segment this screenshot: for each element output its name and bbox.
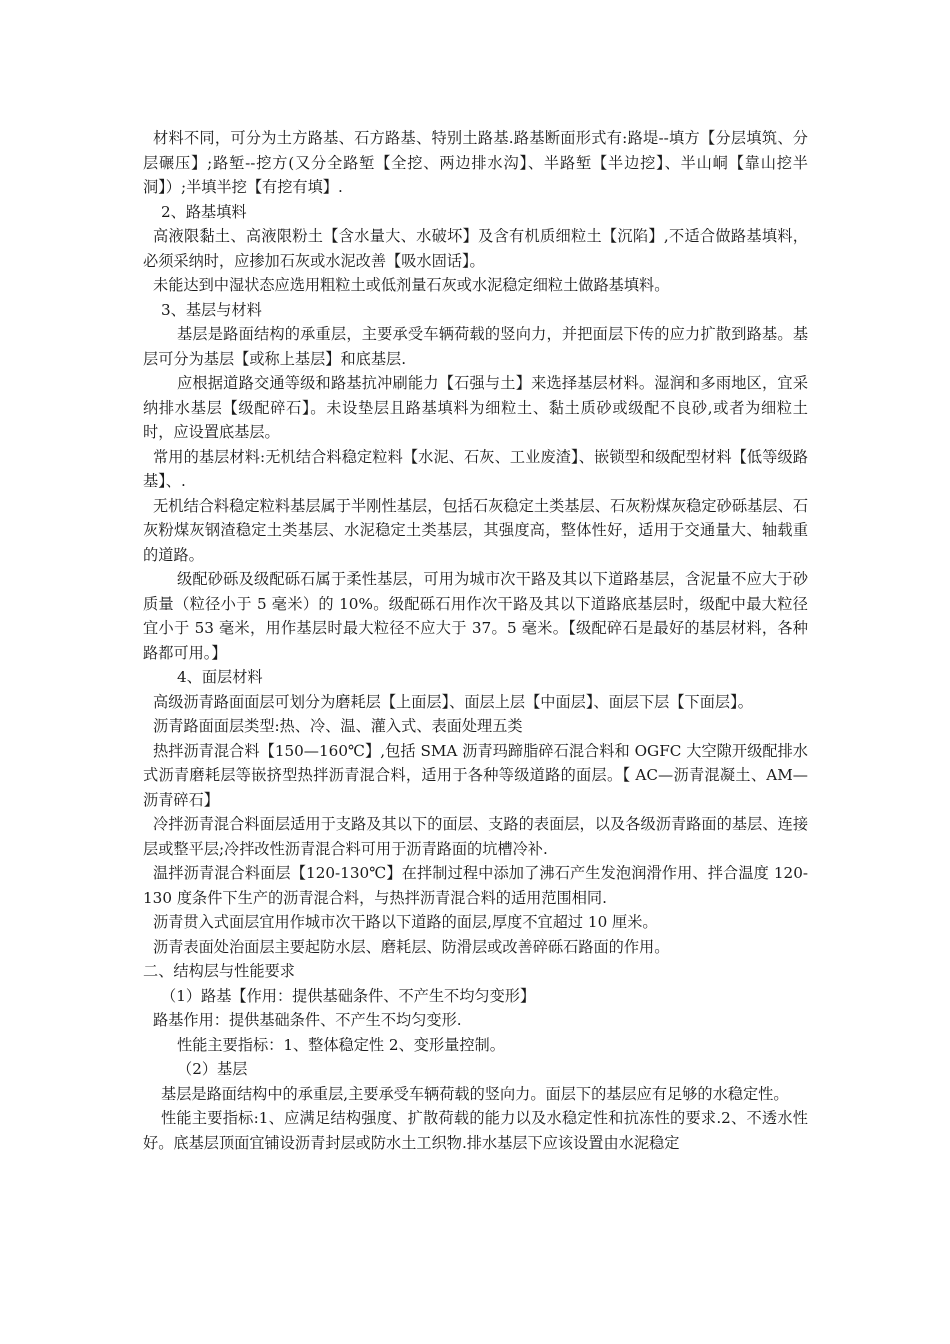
paragraph: 未能达到中湿状态应选用粗粒土或低剂量石灰或水泥稳定细粒土做路基填料。: [153, 276, 670, 294]
paragraph: 沥青路面面层类型:热、冷、温、灌入式、表面处理五类: [153, 717, 523, 735]
paragraph: 无机结合料稳定粒料基层属于半刚性基层，包括石灰稳定土类基层、石灰粉煤灰稳定砂砾基层、石灰粉煤灰钢渣稳定土类基层、水泥稳定土类基层，其强度高，整体性好，适用于交通量大、轴载重的道路。: [143, 496, 808, 564]
paragraph: 高级沥青路面面层可划分为磨耗层【上面层】、面层上层【中面层】、面层下层【下面层】。: [153, 692, 753, 711]
paragraph: 温拌沥青混合料面层【120-130℃】在拌制过程中添加了沸石产生发泡润滑作用、拌合温度 120-130 度条件下生产的沥青混合料，与热拌沥青混合料的适用范围相同.: [143, 864, 808, 907]
paragraph: 热拌沥青混合料【150—160℃】,包括 SMA 沥青玛蹄脂碎石混合料和 OGFC 大空隙开级配排水式沥青磨耗层等嵌挤型热拌沥青混合料，适用于各种等级道路的面层。【 AC—沥青混凝土、AM—沥青碎石】: [143, 741, 808, 809]
paragraph: 2、路基填料: [161, 202, 247, 221]
paragraph: 应根据道路交通等级和路基抗冲刷能力【石强与土】来选择基层材料。湿润和多雨地区，宜采纳排水基层【级配碎石】。未设垫层且路基填料为细粒土、黏土质砂或级配不良砂,或者为细粒土时，应设置底基层。: [143, 374, 808, 441]
paragraph: 级配砂砾及级配砾石属于柔性基层，可用为城市次干路及其以下道路基层，含泥量不应大于砂质量（粒径小于 5 毫米）的 10%。级配砾石用作次干路及其以下道路底基层时，级配中最大粒径宜小于 53 毫米，用作基层时最大粒径不应大于 37。5 毫米。【级配碎石是最好的基层材料，各种路都可用。】: [143, 570, 808, 662]
paragraph: 4、面层材料: [177, 668, 263, 686]
paragraph: （2）基层: [177, 1060, 248, 1078]
document-body: [143, 126, 808, 1155]
paragraph: 基层是路面结构中的承重层,主要承受车辆荷载的竖向力。面层下的基层应有足够的水稳定性。: [161, 1084, 789, 1103]
paragraph: 3、基层与材料: [161, 300, 262, 319]
paragraph: 常用的基层材料:无机结合料稳定粒料【水泥、石灰、工业废渣】、嵌锁型和级配型材料【低等级路基】、.: [143, 447, 808, 490]
paragraph: 基层是路面结构的承重层，主要承受车辆荷载的竖向力，并把面层下传的应力扩散到路基。基层可分为基层【或称上基层】和底基层.: [143, 325, 808, 368]
paragraph: 路基作用：提供基础条件、不产生不均匀变形.: [153, 1011, 462, 1029]
paragraph: 材料不同，可分为土方路基、石方路基、特别土路基.路基断面形式有:路堤--填方【分层填筑、分层碾压】;路堑--挖方(又分全路堑【全挖、两边排水沟】、半路堑【半边挖】、半山峒【靠山挖半洞】）;半填半挖【有挖有填】.: [143, 129, 808, 196]
paragraph: 性能主要指标:1、应满足结构强度、扩散荷载的能力以及水稳定性和抗冻性的要求.2、不透水性好。底基层顶面宜铺设沥青封层或防水土工织物.排水基层下应该设置由水泥稳定: [143, 1109, 808, 1152]
paragraph: 性能主要指标：1、整体稳定性 2、变形量控制。: [177, 1035, 505, 1054]
paragraph: 高液限黏土、高液限粉土【含水量大、水破坏】及含有机质细粒土【沉陷】,不适合做路基填料，必须采纳时，应掺加石灰或水泥改善【吸水固话】。: [143, 227, 808, 270]
paragraph: 二、结构层与性能要求: [143, 962, 295, 980]
paragraph: （1）路基【作用：提供基础条件、不产生不均匀变形】: [161, 986, 536, 1005]
paragraph: 沥青表面处治面层主要起防水层、磨耗层、防滑层或改善碎砾石路面的作用。: [153, 937, 670, 956]
paragraph: 冷拌沥青混合料面层适用于支路及其以下的面层、支路的表面层，以及各级沥青路面的基层、连接层或整平层;冷拌改性沥青混合料可用于沥青路面的坑槽冷补.: [143, 815, 808, 858]
paragraph: 沥青贯入式面层宜用作城市次干路以下道路的面层,厚度不宜超过 10 厘米。: [153, 913, 658, 931]
